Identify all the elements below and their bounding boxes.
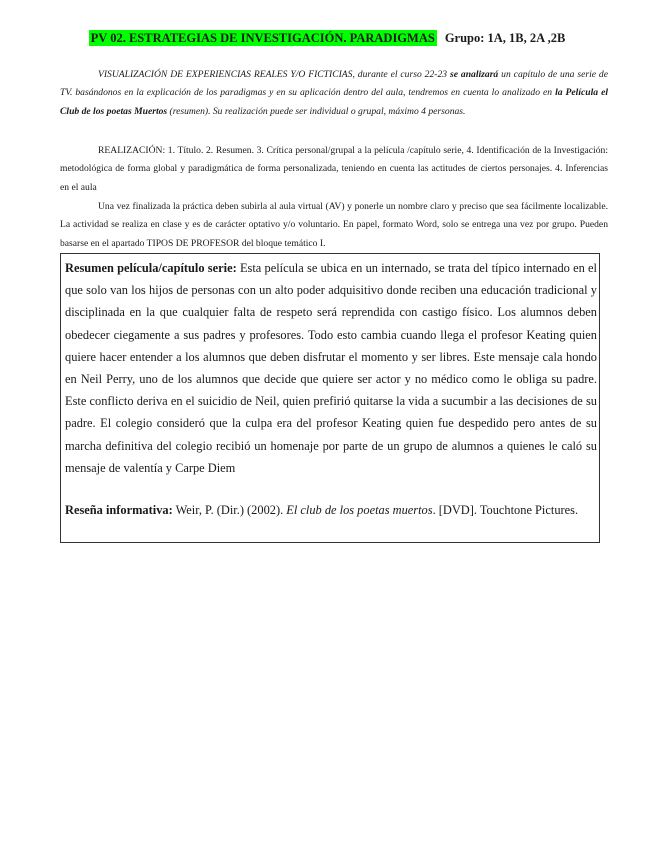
header-line: [0, 30, 654, 46]
review-label: Reseña informativa:: [65, 503, 173, 518]
intro-text-3: (resumen). Su realización puede ser individual o grupal, máximo 4 personas.: [167, 105, 466, 117]
realizacion-paragraph: REALIZACIÓN: 1. Título. 2. Resumen. 3. Crítica personal/grupal a la película /capítulo serie, 4. Identificación de la Investigación: metodológica de forma global y paradigmática de forma personalizada, teniendo en cuenta las actitudes de ciertos personajes. 4. Inferencias en el aula: [60, 145, 608, 193]
intro-paragraph: [60, 66, 608, 121]
entrega-paragraph: Una vez finalizada la práctica deben subirla al aula virtual (AV) y ponerle un nombre claro y preciso que sea fácilmente localizable. La actividad se realiza en clase y es de carácter optativo y/o voluntario. En papel, formato Word, solo se entrega una vez por grupo. Pueden basarse en el apartado TIPOS DE PROFESOR del bloque temático I.: [60, 201, 608, 249]
intro-bold-1: se analizará: [449, 69, 499, 80]
intro-text-2: un capítulo de una serie de TV. basándonos en la explicación de los paradigmas y en su aplicación dentro del aula, tendremos en cuenta lo analizado en: [60, 69, 608, 99]
summary-text: Esta película se ubica en un internado, se trata del típico internado en el que solo van los hijos de personas con un alto poder adquisitivo donde reciben una educación tradicional y disciplinada en la que cualquier falta de respeto será reprendida con castigo físico. Los alumnos deben obedecer ciegamente a sus padres y profesores. Todo esto cambia cuando llega el profesor Keating quien quiere hacer entender a los alumnos que deben disfrutar el momento y ser libres. Este mensaje cala hondo en Neil Perry, uno de los alumnos que decide que quiere ser actor y no médico como le obliga su padre. Este conflicto deriva en el suicidio de Neil, quien prefirió quitarse la vida a sucumbir a las decisiones de su padre. El colegio consideró que la culpa era del profesor Keating quien fue despedido pero antes de su marcha definitiva del colegio recibió un homenaje por parte de un grupo de alumnos a quienes le caló su mensaje de valentía y Carpe Diem: [65, 261, 597, 475]
summary-box: [60, 253, 600, 543]
review-text-2: . [DVD]. Touchtone Pictures.: [432, 503, 579, 518]
summary-paragraph: [65, 257, 597, 479]
intro-bold-2: la Película el Club de los poetas Muertos: [60, 87, 608, 117]
page-title: PV 02. ESTRATEGIAS DE INVESTIGACIÓN. PARADIGMAS: [90, 31, 435, 45]
review-text-1: Weir, P. (Dir.) (2002).: [172, 503, 287, 518]
review-film-title: El club de los poetas muertos: [286, 503, 433, 518]
summary-label: Resumen película/capítulo serie:: [65, 261, 237, 275]
review-paragraph: [65, 499, 597, 521]
intro-text-1: VISUALIZACIÓN DE EXPERIENCIAS REALES Y/O FICTICIAS, durante el curso 22-23: [98, 69, 450, 80]
group-label: Grupo: 1A, 1B, 2A ,2B: [444, 31, 566, 45]
